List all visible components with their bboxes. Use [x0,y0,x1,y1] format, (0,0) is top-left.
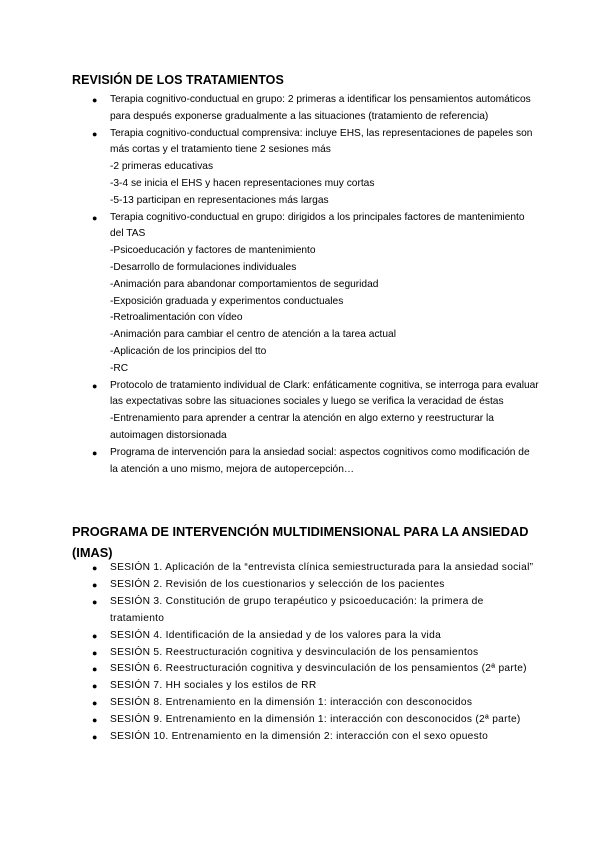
bullet-icon: ● [92,579,98,590]
session-text: SESIÓN 1. Aplicación de la “entrevista clínica semiestructurada para la ansiedad social” [110,562,534,573]
bullet-icon: ● [92,664,98,675]
item-text: Programa de intervención para la ansiedad social: aspectos cognitivos como modificación de la atención a uno mismo, mejora de autopercepción… [110,446,530,475]
list-item [92,712,540,729]
sub-item: -Retroalimentación con vídeo [110,312,243,324]
sub-item: -Aplicación de los principios del tto [110,345,267,357]
sub-item: -Exposición graduada y experimentos conductuales [110,295,344,307]
session-text: SESIÓN 7. HH sociales y los estilos de RR [110,680,317,692]
list-item [92,678,540,695]
bullet-icon: ● [92,732,98,743]
bullet-icon: ● [92,447,98,458]
item-text: Terapia cognitivo-conductual comprensiva: incluye EHS, las representaciones de papeles son más cortas y el tratamiento tiene 2 sesiones más [110,127,533,156]
session-text: SESIÓN 8. Entrenamiento en la dimensión 1: interacción con desconocidos [110,697,473,709]
bullet-icon: ● [92,128,98,139]
list-item [92,445,540,479]
session-text: SESIÓN 10. Entrenamiento en la dimensión 2: interacción con el sexo opuesto [110,731,489,743]
sub-item: -Psicoeducación y factores de mantenimiento [110,245,316,257]
list-item [92,594,540,628]
list-item [92,92,540,126]
session-text: SESIÓN 6. Reestructuración cognitiva y desvinculación de los pensamientos (2ª parte) [110,663,527,675]
bullet-icon: ● [92,698,98,709]
item-text: Terapia cognitivo-conductual en grupo: dirigidos a los principales factores de mantenimiento del TAS [110,211,525,240]
bullet-icon: ● [92,647,98,658]
sub-item: -2 primeras educativas [110,161,214,173]
sub-item: -3-4 se inicia el EHS y hacen representaciones muy cortas [110,177,375,189]
list-item [92,628,540,645]
session-text: SESIÓN 4. Identificación de la ansiedad y de los valores para la vida [110,629,442,641]
item-text: Terapia cognitivo-conductual en grupo: 2 primeras a identificar los pensamientos automáticos para después exponerse gradualmente a las situaciones (tratamiento de referencia) [110,94,531,122]
list-item [92,695,540,712]
list-item [92,729,540,746]
bullet-icon: ● [92,596,98,607]
session-text: SESIÓN 9. Entrenamiento en la dimensión 1: interacción con desconocidos (2ª parte) [110,714,521,726]
list-item [92,645,540,662]
session-text: SESIÓN 3. Constitución de grupo terapéutico y psicoeducación: la primera de tratamiento [110,595,484,624]
bullet-icon: ● [92,380,98,391]
bullet-icon: ● [92,95,98,105]
treatments-list [92,92,540,478]
bullet-icon: ● [92,563,98,573]
session-text: SESIÓN 5. Reestructuración cognitiva y desvinculación de los pensamientos [110,646,479,658]
sub-item: -Entrenamiento para aprender a centrar la atención en algo externo y reestructurar la autoimagen distorsionada [110,413,494,441]
sub-item: -Animación para cambiar el centro de atención a la tarea actual [110,329,396,341]
bullet-icon: ● [92,715,98,726]
list-item [92,560,540,577]
section-title-revision: REVISIÓN DE LOS TRATAMIENTOS [72,73,284,87]
bullet-icon: ● [92,630,98,641]
sub-item: -Desarrollo de formulaciones individuales [110,261,297,273]
list-item [92,126,540,210]
sub-item: -RC [110,362,129,374]
list-item [92,210,540,378]
bullet-icon: ● [92,681,98,692]
sessions-list [92,560,540,746]
item-text: Protocolo de tratamiento individual de Clark: enfáticamente cognitiva, se interroga para evaluar las expectativas sobre las situaciones sociales y luego se verifica la veracidad de éstas [110,379,539,408]
list-item [92,577,540,594]
bullet-icon: ● [92,212,98,223]
section-title-imas: PROGRAMA DE INTERVENCIÓN MULTIDIMENSIONAL PARA LA ANSIEDAD (IMAS) [72,524,529,560]
list-item [92,661,540,678]
sub-item: -Animación para abandonar comportamientos de seguridad [110,278,379,290]
list-item [92,378,540,445]
session-text: SESIÓN 2. Revisión de los cuestionarios y selección de los pacientes [110,578,445,590]
sub-item: -5-13 participan en representaciones más largas [110,194,329,206]
